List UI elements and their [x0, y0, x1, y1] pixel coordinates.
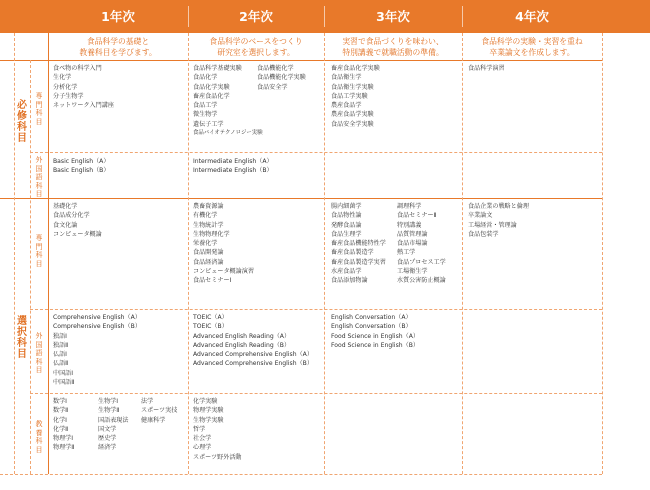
list-item: 熱工学 [397, 249, 416, 257]
list-item: 法学 [141, 398, 154, 405]
list-item: Comprehensive English（A） [53, 314, 141, 321]
list-item: 食品科学演習 [468, 65, 505, 72]
list-item: TOEIC（A） [193, 314, 228, 321]
divider [48, 33, 49, 474]
list-item: 発酵食品論 [331, 221, 362, 229]
divider [0, 474, 602, 475]
elective-liberal-y1-list-c [141, 397, 177, 425]
list-item: 水産食品学 [331, 268, 362, 276]
required-category-label: 必修科目 [17, 100, 27, 144]
elective-foreign-y3-list [331, 313, 419, 350]
list-item: 卒業論文 [468, 212, 493, 220]
list-item: 工場衛生学 [397, 268, 428, 276]
elective-category-label: 選択科目 [17, 316, 27, 360]
year-4-label: 4年次 [515, 9, 549, 24]
list-item: Advanced Comprehensive English（A） [193, 351, 313, 359]
list-item: 畜産食品機能特性学 [331, 240, 386, 248]
elective-specialized-y4-list [468, 202, 529, 239]
list-item: 食品機能化学実験 [257, 74, 306, 82]
elective-specialized-label: 専門科目 [35, 234, 43, 268]
list-item: 品質管理論 [397, 230, 428, 238]
divider [30, 152, 602, 153]
list-item: 食品包装学 [468, 230, 499, 238]
list-item: 食品経済論 [193, 258, 224, 266]
year-1-description: 食品科学の基礎と 教養科目を学びます。 [79, 37, 157, 57]
year-2-description: 食品科学のベースをつくり 研究室を選択します。 [209, 37, 303, 57]
list-item: 食品添加物論 [331, 277, 368, 285]
divider [30, 60, 31, 474]
list-item: 食品工学 [193, 102, 218, 110]
list-item: TOEIC（B） [193, 323, 228, 331]
list-item: 腸内細菌学 [331, 203, 362, 210]
elective-liberal-label: 教養科目 [35, 420, 43, 454]
list-item: English Conversation（B） [331, 323, 412, 331]
elective-foreign-y1-list [53, 313, 141, 387]
list-item: 食品物性論 [331, 212, 362, 220]
list-item: 農産食品学 [331, 102, 362, 110]
list-item: 生化学 [53, 74, 72, 82]
list-item: 食品工学実験 [331, 92, 368, 100]
divider [188, 33, 189, 474]
list-item: 健康科学 [141, 416, 166, 424]
list-item: 化学Ⅱ [53, 425, 69, 433]
list-item: 食品市場論 [397, 240, 428, 248]
list-item: 生物統計学 [193, 221, 224, 229]
divider [30, 309, 602, 310]
list-item: Basic English（A） [53, 158, 110, 165]
list-item: 独語Ⅰ [53, 332, 67, 340]
year-1-label: 1年次 [101, 9, 135, 24]
elective-liberal-y1-list-a [53, 397, 74, 453]
list-item: 食品衛生学実験 [331, 83, 374, 91]
divider [324, 33, 325, 474]
list-item: Intermediate English（B） [193, 167, 273, 175]
divider [30, 393, 602, 394]
list-item: 分析化学 [53, 83, 78, 91]
list-item: 分子生物学 [53, 92, 84, 100]
list-item: 化学Ⅰ [53, 416, 67, 424]
list-item: 食品バイオテクノロジー実験 [193, 130, 263, 137]
elective-liberal-y2-list [193, 397, 242, 462]
elective-specialized-y3-list-a [331, 202, 386, 286]
elective-specialized-y2-list [193, 202, 254, 286]
list-item: 食品企業の戦略と倫理 [468, 203, 529, 210]
list-item: 食品セミナーⅡ [397, 212, 437, 220]
list-item: 食品化学実験 [193, 83, 230, 91]
list-item: スポーツ実技 [141, 407, 178, 415]
list-item: 基礎化学 [53, 203, 78, 210]
list-item: 食品安全学実験 [331, 120, 374, 128]
list-item: 物理学Ⅱ [53, 444, 75, 452]
list-item: 農畜資源論 [193, 203, 224, 210]
year-3-label: 3年次 [376, 9, 410, 24]
year-2-label: 2年次 [239, 9, 273, 24]
list-item: 畜産食品化学 [193, 92, 230, 100]
list-item: 生物学Ⅰ [98, 398, 119, 405]
list-item: ネットワーク入門講座 [53, 102, 114, 110]
list-item: Advanced Comprehensive English（B） [193, 360, 313, 368]
list-item: 生物学Ⅱ [98, 407, 120, 415]
required-foreign-y1-list [53, 157, 109, 176]
list-item: Advanced English Reading（A） [193, 332, 291, 340]
list-item: 栄養化学 [193, 240, 218, 248]
elective-specialized-y3-list-b [397, 202, 446, 286]
year-4-description: 食品科学の実験・実習を重ね 卒業論文を作成します。 [481, 37, 583, 57]
list-item: スポーツ野外活動 [193, 453, 242, 461]
list-item: コンピュータ概論演習 [193, 268, 254, 276]
elective-foreign-y2-list [193, 313, 313, 369]
elective-foreign-label: 外国語科目 [35, 332, 43, 374]
list-item: 農産食品学実験 [331, 111, 374, 119]
list-item: 食品機能化学 [257, 65, 294, 72]
list-item: 食品開発論 [193, 249, 224, 257]
list-item: 食べ物の科学入門 [53, 65, 102, 72]
list-item: Advanced English Reading（B） [193, 341, 291, 349]
list-item: 遺伝子工学 [193, 120, 224, 128]
list-item: 数学Ⅰ [53, 398, 67, 405]
required-specialized-y2-list-a [193, 64, 263, 138]
list-item: Food Science in English（A） [331, 332, 419, 340]
list-item: 食品化学 [193, 74, 218, 82]
list-item: 食品プロセス工学 [397, 258, 446, 266]
list-item: 生物物理化学 [193, 230, 230, 238]
required-specialized-label: 専門科目 [35, 92, 43, 126]
list-item: 経済学 [98, 444, 117, 452]
list-item: 数学Ⅱ [53, 407, 69, 415]
list-item: 中国語Ⅱ [53, 379, 75, 387]
list-item: English Conversation（A） [331, 314, 412, 321]
required-specialized-y1-list [53, 64, 114, 110]
required-specialized-y2-list-b [257, 64, 306, 92]
list-item: 畜産食品製造学 [331, 249, 374, 257]
list-item: Basic English（B） [53, 167, 110, 175]
divider [602, 33, 603, 474]
elective-liberal-y1-list-b [98, 397, 128, 453]
list-item: 食品科学基礎実験 [193, 65, 242, 72]
required-foreign-y2-list [193, 157, 273, 176]
list-item: 食品生理学 [331, 230, 362, 238]
divider [0, 60, 602, 61]
list-item: 国文学 [98, 425, 117, 433]
list-item: 独語Ⅱ [53, 341, 69, 349]
list-item: 調理科学 [397, 203, 422, 210]
list-item: 物理学Ⅰ [53, 435, 74, 443]
list-item: 食品成分化学 [53, 212, 90, 220]
list-item: 畜産食品化学実験 [331, 65, 380, 72]
list-item: コンピュータ概論 [53, 230, 102, 238]
required-specialized-y4-list [468, 64, 505, 73]
list-item: 食文化論 [53, 221, 78, 229]
list-item: 仏語Ⅱ [53, 360, 69, 368]
list-item: 微生物学 [193, 111, 218, 119]
list-item: 仏語Ⅰ [53, 351, 67, 359]
year-3-description: 実習で食品づくりを味わい、 特別講義で就職活動の準備。 [342, 37, 444, 57]
required-specialized-y3-list [331, 64, 380, 129]
list-item: 国語表現法 [98, 416, 129, 424]
list-item: 生物学実験 [193, 416, 224, 424]
list-item: 社会学 [193, 435, 212, 443]
list-item: 食品衛生学 [331, 74, 362, 82]
list-item: 歴史学 [98, 435, 117, 443]
required-foreign-label: 外国語科目 [35, 156, 43, 198]
list-item: 特別講義 [397, 221, 422, 229]
divider [14, 33, 15, 474]
list-item: 食品安全学 [257, 83, 288, 91]
list-item: 中国語Ⅰ [53, 369, 74, 377]
list-item: 化学実験 [193, 398, 218, 405]
list-item: 水質公害防止概論 [397, 277, 446, 285]
list-item: 哲学 [193, 425, 206, 433]
list-item: 食品セミナーⅠ [193, 277, 232, 285]
elective-specialized-y1-list [53, 202, 102, 239]
list-item: 畜産食品製造学実習 [331, 258, 386, 266]
list-item: Food Science in English（B） [331, 341, 419, 349]
list-item: 工場経営・管理論 [468, 221, 517, 229]
divider [0, 198, 602, 199]
list-item: 心理学 [193, 444, 212, 452]
list-item: Comprehensive English（B） [53, 323, 141, 331]
divider [462, 33, 463, 474]
list-item: 物理学実験 [193, 407, 224, 415]
list-item: Intermediate English（A） [193, 158, 273, 165]
list-item: 有機化学 [193, 212, 218, 220]
